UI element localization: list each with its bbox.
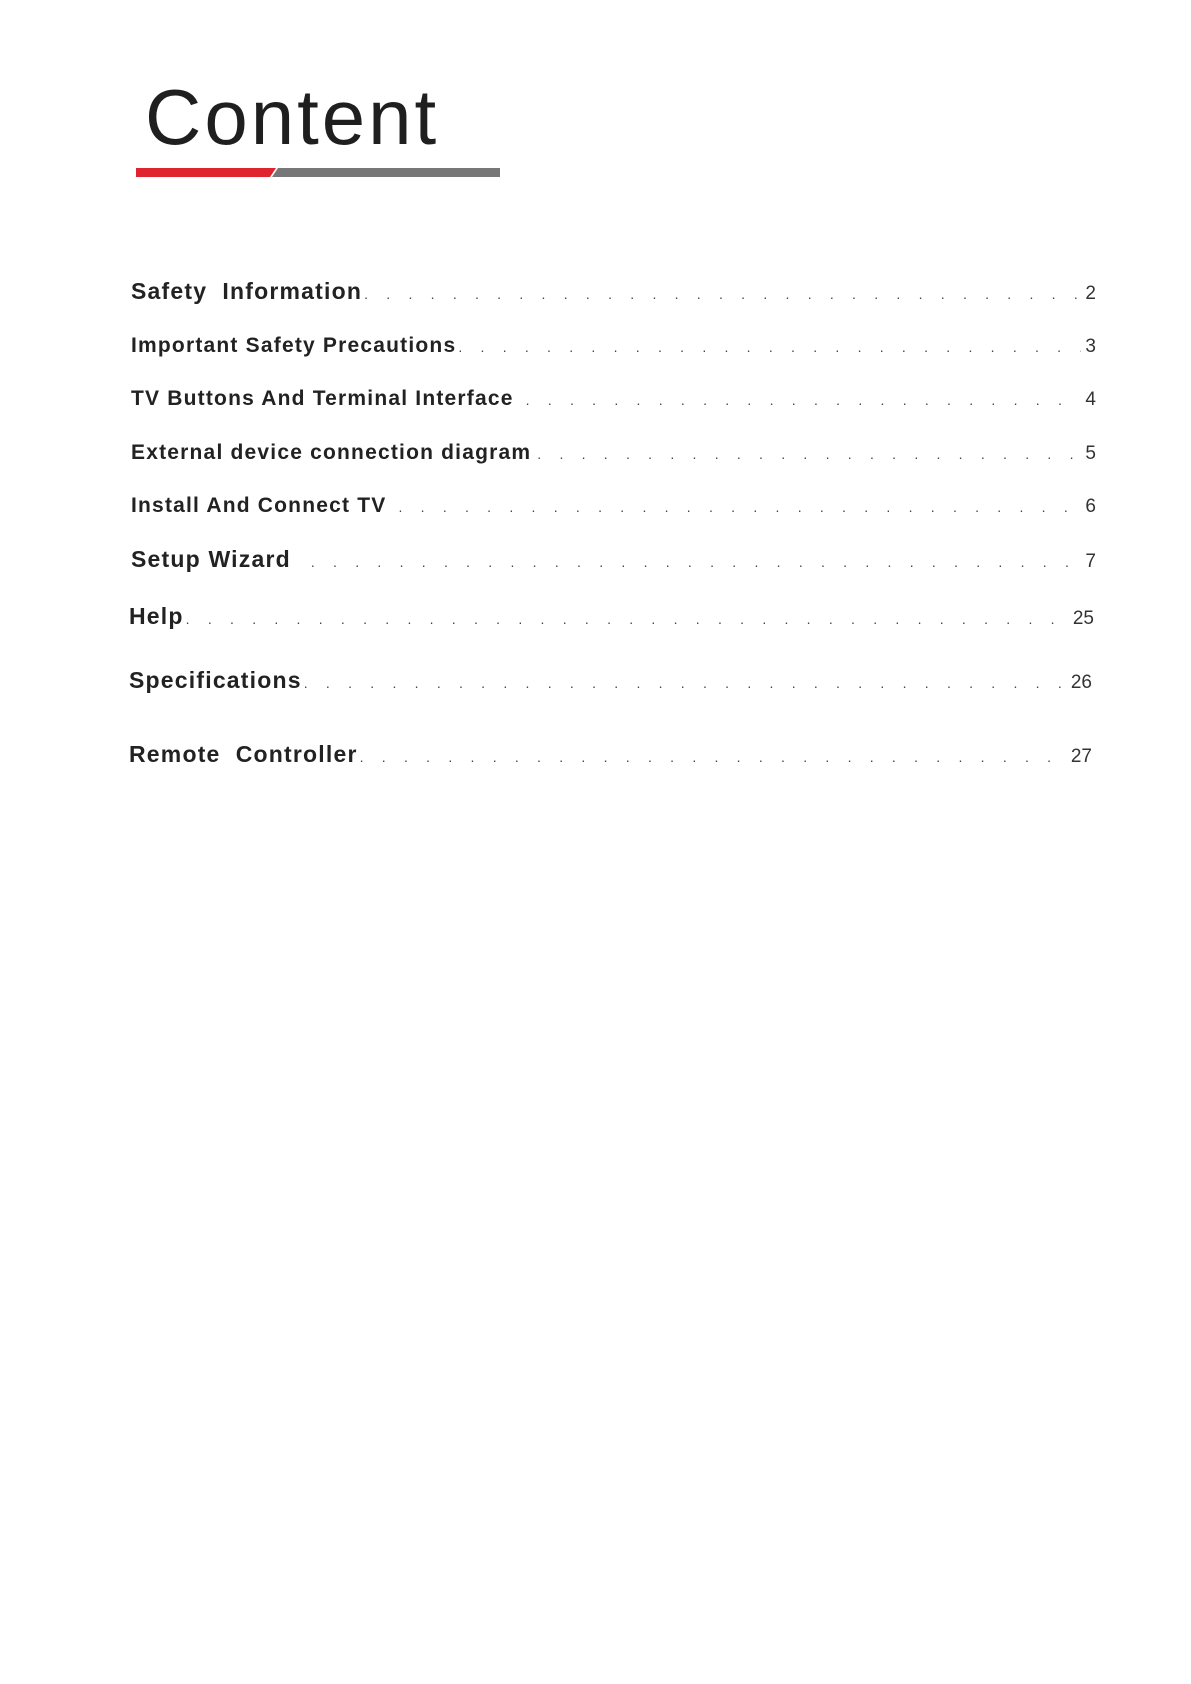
toc-leader-dots: [304, 675, 1067, 691]
toc-entry-external-device[interactable]: [131, 441, 1096, 465]
toc-entry-safety-information[interactable]: [131, 278, 1096, 305]
toc-entry-tv-buttons[interactable]: [131, 387, 1096, 411]
toc-entry-page: 2: [1085, 283, 1096, 304]
toc-entry-page: 7: [1085, 551, 1096, 572]
toc-entry-setup-wizard[interactable]: [131, 546, 1096, 573]
toc-entry-label: Important Safety Precautions: [131, 334, 457, 357]
toc-entry-label: TV Buttons And Terminal Interface: [131, 387, 514, 410]
toc-entry-specifications[interactable]: [129, 667, 1092, 694]
toc-leader-dots: [398, 499, 1081, 515]
toc-entry-label: Help: [129, 603, 184, 629]
toc-entry-page: 27: [1070, 746, 1092, 767]
toc-entry-page: 25: [1072, 608, 1094, 629]
toc-leader-dots: [360, 749, 1067, 765]
toc-entry-important-safety-precautions[interactable]: [131, 334, 1096, 358]
toc-entry-page: 26: [1070, 672, 1092, 693]
toc-entry-help[interactable]: [129, 603, 1094, 630]
toc-leader-dots: [537, 446, 1081, 462]
underline-red-segment: [136, 168, 276, 177]
toc-entry-page: 6: [1085, 496, 1096, 517]
toc-entry-remote-controller[interactable]: [129, 741, 1092, 768]
toc-leader-dots: [186, 611, 1069, 627]
toc-entry-page: 4: [1085, 389, 1096, 410]
title-underline: [136, 168, 500, 177]
toc-leader-dots: [364, 286, 1081, 302]
underline-gray-segment: [272, 168, 500, 177]
toc-entry-label: Install And Connect TV: [131, 494, 387, 517]
toc-leader-dots: [311, 554, 1082, 570]
toc-entry-page: 3: [1085, 336, 1096, 357]
toc-entry-page: 5: [1085, 443, 1096, 464]
toc-entry-label: Safety Information: [131, 278, 363, 304]
toc-entry-label: Specifications: [129, 667, 302, 693]
toc-leader-dots: [458, 339, 1081, 355]
toc-entry-install-and-connect[interactable]: [131, 494, 1096, 518]
toc-entry-label: External device connection diagram: [131, 441, 532, 464]
page-title: Content: [145, 73, 440, 161]
toc-leader-dots: [526, 392, 1082, 408]
toc-entry-label: Remote Controller: [129, 741, 358, 767]
toc-entry-label: Setup Wizard: [131, 546, 291, 572]
